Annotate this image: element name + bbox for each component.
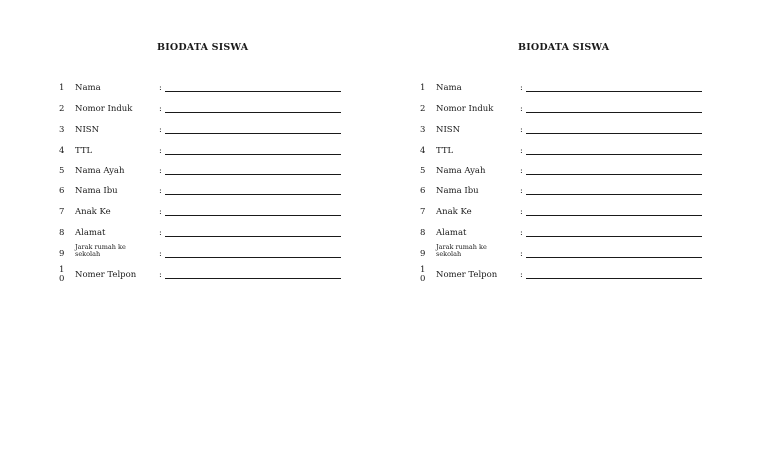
field-label: Nomor Induk — [436, 104, 494, 114]
form-row — [55, 166, 345, 180]
form-row — [55, 125, 345, 139]
form-row — [55, 265, 345, 284]
fill-in-line — [526, 112, 702, 113]
biodata-form-right — [416, 0, 716, 300]
fill-in-line — [526, 236, 702, 237]
field-label: Alamat — [436, 228, 467, 238]
fill-in-line — [526, 174, 702, 175]
form-row — [416, 207, 706, 221]
fill-in-line — [526, 133, 702, 134]
row-number: 1 — [420, 83, 426, 93]
fill-in-line — [165, 236, 341, 237]
field-separator: : — [159, 186, 162, 196]
field-separator: : — [520, 186, 523, 196]
field-label: Nomer Telpon — [436, 270, 498, 280]
form-row — [55, 228, 345, 242]
fill-in-line — [165, 91, 341, 92]
fill-in-line — [165, 257, 341, 258]
field-label: Anak Ke — [75, 207, 111, 217]
field-separator: : — [520, 166, 523, 176]
row-number: 3 — [420, 125, 426, 135]
fill-in-line — [165, 154, 341, 155]
field-separator: : — [159, 83, 162, 93]
field-label: NISN — [75, 125, 100, 135]
field-label: Nomer Telpon — [75, 270, 137, 280]
field-separator: : — [520, 146, 523, 156]
fill-in-line — [165, 194, 341, 195]
form-row — [55, 243, 345, 263]
field-label: Nama Ayah — [75, 166, 125, 176]
field-separator: : — [520, 249, 523, 259]
form-row — [416, 186, 706, 200]
row-number: 8 — [420, 228, 426, 238]
fill-in-line — [165, 215, 341, 216]
field-label: Nama Ibu — [75, 186, 118, 196]
form-row — [416, 104, 706, 118]
row-number: 5 — [420, 166, 426, 176]
row-number: 7 — [59, 207, 65, 217]
field-separator: : — [520, 125, 523, 135]
fill-in-line — [526, 215, 702, 216]
row-number: 8 — [59, 228, 65, 238]
field-separator: : — [159, 207, 162, 217]
row-number: 5 — [59, 166, 65, 176]
fill-in-line — [526, 154, 702, 155]
fill-in-line — [165, 112, 341, 113]
field-separator: : — [159, 166, 162, 176]
field-label: Nama — [75, 83, 101, 93]
form-row — [55, 83, 345, 97]
fill-in-line — [165, 278, 341, 279]
row-number: 2 — [59, 104, 65, 114]
field-separator: : — [159, 146, 162, 156]
row-number: 9 — [59, 249, 65, 259]
form-row — [416, 228, 706, 242]
field-separator: : — [520, 104, 523, 114]
field-separator: : — [520, 207, 523, 217]
field-label: Nama Ibu — [436, 186, 479, 196]
form-row — [416, 146, 706, 160]
field-label: Nama — [436, 83, 462, 93]
form-row — [416, 166, 706, 180]
fill-in-line — [526, 257, 702, 258]
row-number: 3 — [59, 125, 65, 135]
form-row — [416, 265, 706, 284]
form-row — [55, 186, 345, 200]
fill-in-line — [526, 194, 702, 195]
field-label: Jarak rumah ke sekolah — [75, 243, 126, 258]
biodata-form-left — [55, 0, 355, 300]
field-separator: : — [520, 83, 523, 93]
field-label: NISN — [436, 125, 461, 135]
field-label: Anak Ke — [436, 207, 472, 217]
field-separator: : — [159, 270, 162, 280]
row-number: 6 — [420, 186, 426, 196]
field-label: Alamat — [75, 228, 106, 238]
row-number: 1 0 — [420, 265, 426, 284]
field-label: Nama Ayah — [436, 166, 486, 176]
fill-in-line — [526, 278, 702, 279]
form-row — [55, 207, 345, 221]
field-label: Jarak rumah ke sekolah — [436, 243, 487, 258]
form-row — [416, 243, 706, 263]
row-number: 6 — [59, 186, 65, 196]
form-title: BIODATA SISWA — [157, 42, 249, 53]
field-separator: : — [159, 104, 162, 114]
row-number: 7 — [420, 207, 426, 217]
fill-in-line — [165, 133, 341, 134]
field-separator: : — [159, 125, 162, 135]
form-row — [416, 125, 706, 139]
row-number: 1 0 — [59, 265, 65, 284]
fill-in-line — [526, 91, 702, 92]
fill-in-line — [165, 174, 341, 175]
row-number: 4 — [59, 146, 65, 156]
row-number: 2 — [420, 104, 426, 114]
field-separator: : — [159, 249, 162, 259]
row-number: 4 — [420, 146, 426, 156]
field-separator: : — [520, 270, 523, 280]
form-row — [55, 104, 345, 118]
row-number: 1 — [59, 83, 65, 93]
field-label: TTL — [436, 146, 454, 156]
form-title: BIODATA SISWA — [518, 42, 610, 53]
form-row — [55, 146, 345, 160]
form-row — [416, 83, 706, 97]
field-separator: : — [159, 228, 162, 238]
row-number: 9 — [420, 249, 426, 259]
field-label: TTL — [75, 146, 93, 156]
field-separator: : — [520, 228, 523, 238]
field-label: Nomor Induk — [75, 104, 133, 114]
